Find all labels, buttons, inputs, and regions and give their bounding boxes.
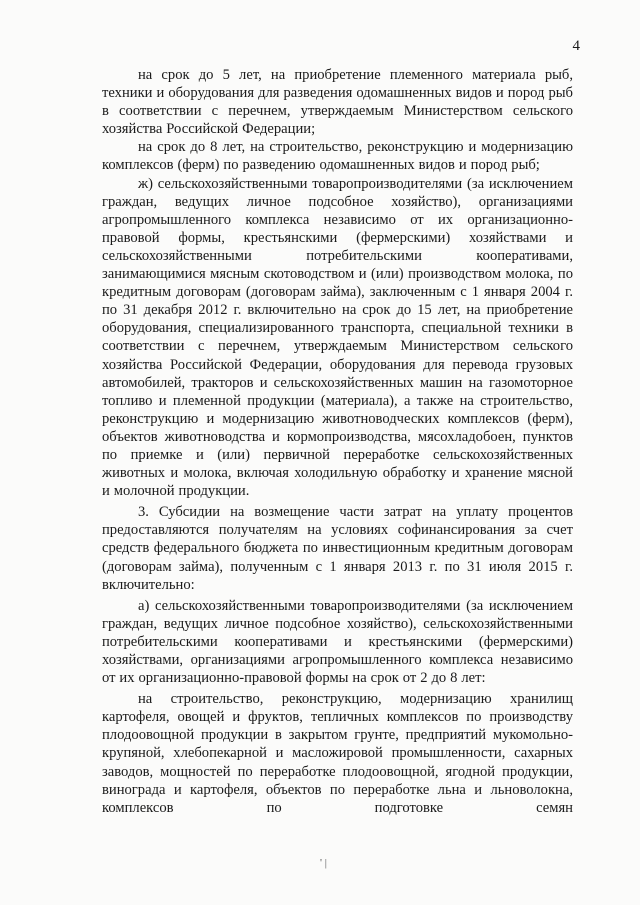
paragraph-item-zh: ж) сельскохозяйственными товаропроизводителями (за исключением граждан, ведущих личное подсобное хозяйство), организациями агропромышленного комплекса независимо от их организационно-правовой формы, крестьянскими (фермерскими) хозяйствами и сельскохозяйственными потребительскими кооперативами, занимающимися мясным скотоводством и (или) производством молока, по кредитным договорам (договорам займа), заключенным с 1 января 2004 г. по 31 декабря 2012 г. включительно на срок до 15 лет, на приобретение оборудования, специализированного транспорта, специальной техники в соответствии с перечнем, утверждаемым Министерством сельского хозяйства Российской Федерации, оборудования для перевода грузовых автомобилей, тракторов и сельскохозяйственных машин на газомоторное топливо и племенной продукции (материала), а также на строительство, реконструкцию и модернизацию животноводческих комплексов (ферм), объектов животноводства и кормопроизводства, мясохладобоен, пунктов по приемке и (или) первичной переработке сельскохозяйственных животных и молока, включая холодильную обработку и хранение мясной и молочной продукции. (102, 175, 573, 500)
paragraph-fish-5-years: на срок до 5 лет, на приобретение племенного материала рыб, техники и оборудования для разведения одомашненных видов и пород рыб в соответствии с перечнем, утверждаемым Министерством сельского хозяйства Российской Федерации; (102, 67, 573, 138)
paragraph-section-3: 3. Субсидии на возмещение части затрат на уплату процентов предоставляются получателям на условиях софинансирования за счет средств федерального бюджета по инвестиционным кредитным договорам (договорам займа), полученным с 1 января 2013 г. по 31 июля 2015 г. включительно: (102, 504, 573, 593)
paragraph-item-a: а) сельскохозяйственными товаропроизводителями (за исключением граждан, ведущих личное подсобное хозяйство), сельскохозяйственными потребительскими кооперативами и крестьянскими (фермерскими) хозяйствами, организациями агропромышленного комплекса независимо от их организационно-правовой формы на срок от 2 до 8 лет: (102, 597, 573, 687)
footer-marks: ' | (320, 857, 327, 869)
page-number: 4 (572, 38, 580, 54)
paragraph-fish-8-years: на срок до 8 лет, на строительство, реконструкцию и модернизацию комплексов (ферм) по разведению одомашненных видов и пород рыб; (102, 139, 573, 174)
paragraph-construction: на строительство, реконструкцию, модернизацию хранилищ картофеля, овощей и фруктов, тепличных комплексов по производству плодоовощной продукции в закрытом грунте, предприятий мукомольно-крупяной, хлебопекарной и масложировой промышленности, сахарных заводов, мощностей по переработке плодоовощной, ягодной продукции, винограда и картофеля, объектов по переработке льна и льноволокна, комплексов по подготовке семян (102, 691, 573, 816)
document-body (102, 66, 573, 817)
